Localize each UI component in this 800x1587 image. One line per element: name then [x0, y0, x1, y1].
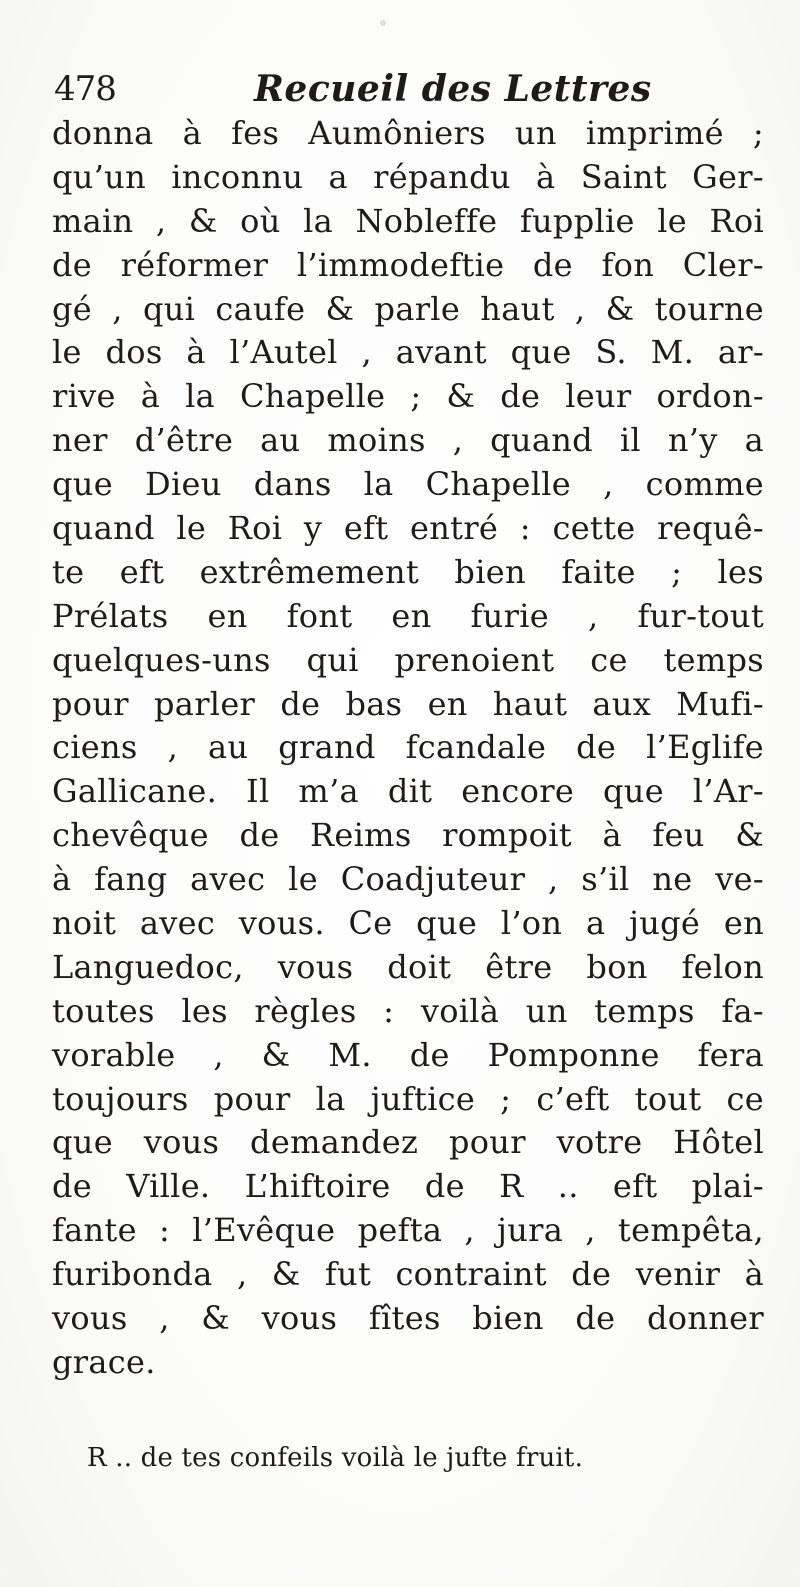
- text-line: qu’un inconnu a répandu à Saint Ger-: [52, 157, 764, 196]
- running-head: [0, 68, 800, 110]
- text-line: le dos à l’Autel , avant que S. M. ar-: [52, 333, 764, 372]
- text-line: noit avec vous. Ce que l’on a jugé en: [52, 904, 764, 943]
- text-line: Prélats en font en furie , fur-tout: [52, 596, 764, 635]
- text-line: gé , qui caufe & parle haut , & tourne: [52, 289, 764, 328]
- text-line: rive à la Chapelle ; & de leur ordon-: [52, 377, 764, 416]
- paper-speck: [380, 20, 386, 26]
- text-line: Languedoc, vous doit être bon felon: [52, 947, 764, 986]
- text-line: quelques-uns qui prenoient ce temps: [52, 640, 764, 679]
- text-line: vous , & vous fîtes bien de donner: [52, 1299, 764, 1338]
- text-line: chevêque de Reims rompoit à feu &: [52, 816, 764, 855]
- footnote: R .. de tes confeils voilà le jufte fruit.: [87, 1443, 584, 1473]
- text-line: que vous demandez pour votre Hôtel: [52, 1123, 764, 1162]
- text-line: toujours pour la juftice ; c’eft tout ce: [52, 1079, 764, 1118]
- text-line: Gallicane. Il m’a dit encore que l’Ar-: [52, 772, 764, 811]
- text-line: ner d’être au moins , quand il n’y a: [52, 421, 764, 460]
- text-line: te eft extrêmement bien faite ; les: [52, 552, 764, 591]
- text-line: toutes les règles : voilà un temps fa-: [52, 991, 764, 1030]
- text-line: donna à fes Aumôniers un imprimé ;: [52, 114, 764, 152]
- text-line: que Dieu dans la Chapelle , comme: [52, 465, 764, 504]
- text-line: main , & où la Nobleffe fupplie le Roi: [52, 201, 764, 240]
- running-title: Recueil des Lettres: [254, 68, 652, 110]
- text-line: furibonda , & fut contraint de venir à: [52, 1255, 764, 1294]
- text-line: de réformer l’immodeftie de fon Cler-: [52, 245, 764, 284]
- text-line: grace.: [52, 1342, 156, 1381]
- body-text: [52, 112, 764, 1385]
- text-line: quand le Roi y eft entré : cette requê-: [52, 509, 764, 548]
- text-line: pour parler de bas en haut aux Mufi-: [52, 684, 764, 723]
- text-line: ciens , au grand fcandale de l’Eglife: [52, 728, 764, 767]
- text-line: à fang avec le Coadjuteur , s’il ne ve-: [52, 860, 764, 899]
- text-line: fante : l’Evêque pefta , jura , tempêta,: [52, 1211, 764, 1250]
- text-line: de Ville. L’hiftoire de R .. eft plai-: [52, 1167, 764, 1206]
- page-number: 478: [54, 69, 116, 109]
- text-line: vorable , & M. de Pomponne fera: [52, 1035, 764, 1074]
